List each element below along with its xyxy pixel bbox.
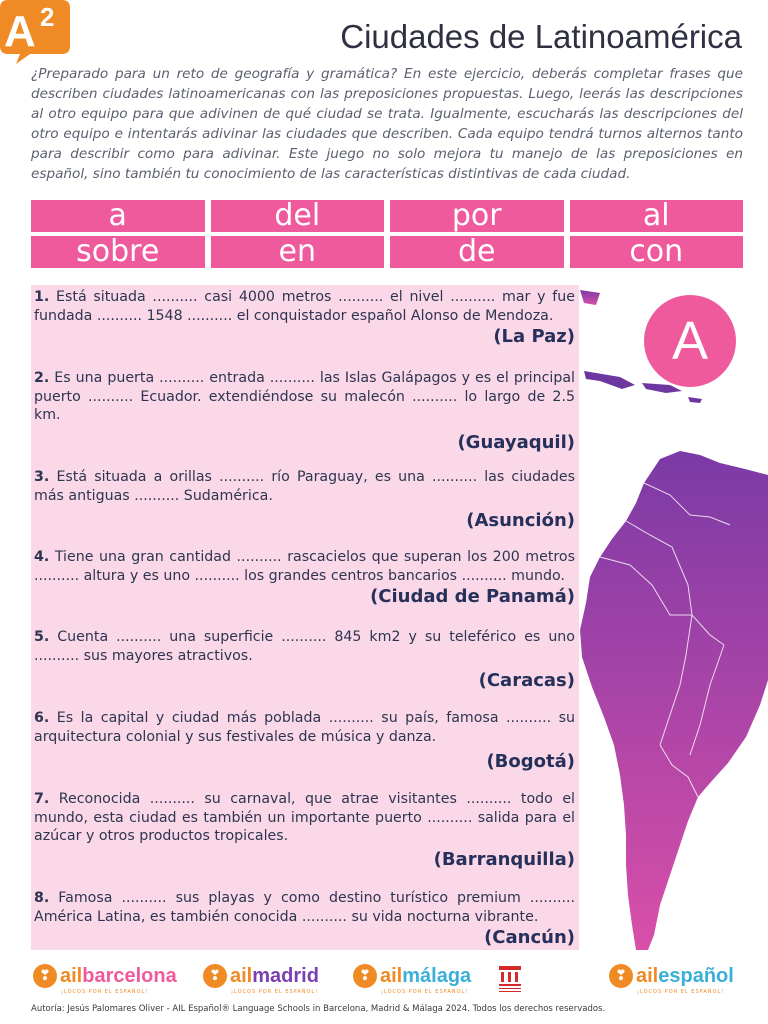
item-text: Famosa .......... sus playas y como destino turístico premium .......... América Latina, es también conocida .......... su vida nocturna vibrante. — [34, 890, 575, 925]
preposition-word: por — [390, 200, 564, 232]
logo-ail-malaga — [353, 964, 472, 995]
preposition-word: sobre — [31, 236, 205, 268]
logo-ail-madrid — [203, 964, 319, 995]
exercise-item — [34, 548, 575, 609]
logo-tagline: ¡LOCOS POR EL ESPAÑOL! — [231, 989, 319, 995]
level-badge — [0, 0, 70, 64]
item-number: 4. — [34, 549, 50, 565]
logo-tagline: ¡LOCOS POR EL ESPAÑOL! — [61, 989, 149, 995]
latin-america-map — [560, 285, 768, 950]
item-answer: (Ciudad de Panamá) — [370, 586, 575, 607]
logo-prefix: ail — [60, 964, 83, 987]
logo-mark-icon: ❣ — [353, 964, 377, 988]
preposition-word: a — [31, 200, 205, 232]
item-answer: (Cancún) — [484, 927, 575, 948]
item-text: Reconocida .......... su carnaval, que atrae visitantes .......... todo el mundo, esta ciudad es también un importante puerto .......... salida para el azúcar y otros productos tropicales. — [34, 791, 575, 844]
item-number: 1. — [34, 289, 50, 305]
logo-mark-icon: ❣ — [203, 964, 227, 988]
exercise-item — [34, 369, 575, 455]
item-answer: (Barranquilla) — [433, 848, 575, 870]
item-text: Tiene una gran cantidad .......... rascacielos que superan los 200 metros .......... altura y es uno .......... los grandes centros bancarios .......... mundo. — [34, 549, 575, 584]
exercise-item — [34, 628, 575, 693]
item-answer: (Bogotá) — [486, 751, 575, 772]
preposition-word: del — [211, 200, 385, 232]
team-badge: A — [644, 295, 736, 387]
item-text: Está situada a orillas .......... río Paraguay, es una .......... las ciudades más antiguas .......... Sudamérica. — [34, 469, 575, 504]
preposition-word: de — [390, 236, 564, 268]
badge-level: A — [4, 7, 36, 56]
item-number: 3. — [34, 469, 50, 485]
item-answer: (Asunción) — [466, 510, 575, 531]
logo-name: málaga — [402, 964, 472, 987]
item-number: 2. — [34, 370, 50, 386]
preposition-word: al — [570, 200, 744, 232]
logo-prefix: ail — [380, 964, 403, 987]
logo-ail-barcelona — [33, 964, 177, 995]
item-number: 6. — [34, 710, 50, 726]
intro-text: ¿Preparado para un reto de geografía y gramática? En este ejercicio, deberás completar frases que describen ciudades latinoamericanas con las preposiciones propuestas. Luego, leerás las descripciones al otro equipo para que adivinen de qué ciudad se trata. Igualmente, escucharás las descripciones del otro equipo e intentarás adivinar las ciudades que describen. Cada equipo tendrá turnos alternos tanto para describir como para adivinar. Este juego no solo mejora tu manejo de las preposiciones en español, sino también tu conocimiento de las características distintivas de cada ciudad. — [31, 66, 743, 182]
item-number: 8. — [34, 890, 50, 906]
item-answer: (Guayaquil) — [457, 431, 575, 453]
exercise-item — [34, 889, 575, 950]
exercise-item — [34, 288, 575, 349]
logo-prefix: ail — [230, 964, 253, 987]
exercise-panel — [31, 285, 579, 950]
item-answer: (La Paz) — [493, 326, 575, 347]
item-number: 7. — [34, 791, 50, 807]
logo-tagline: ¡LOCOS POR EL ESPAÑOL! — [637, 989, 725, 995]
preposition-word: con — [570, 236, 744, 268]
exercise-item — [34, 468, 575, 533]
item-text: Es la capital y ciudad más poblada .......... su país, famosa .......... su arquitectura colonial y sus festivales de música y danza. — [34, 710, 575, 745]
preposition-bank — [31, 200, 743, 268]
exercise-item — [34, 790, 575, 872]
logo-name: madrid — [252, 964, 319, 987]
logo-name: barcelona — [82, 964, 177, 987]
item-text: Es una puerta .......... entrada .......... las Islas Galápagos y es el principal puerto .......... Ecuador. extendiéndose su malecón .......... lo largo de 2.5 km. — [34, 370, 575, 423]
badge-exponent: 2 — [40, 2, 55, 32]
item-answer: (Caracas) — [478, 670, 575, 691]
logo-tagline: ¡LOCOS POR EL ESPAÑOL! — [381, 989, 469, 995]
logo-name: español — [658, 964, 734, 987]
item-text: Está situada .......... casi 4000 metros .......... el nivel .......... mar y fue fundada .......... 1548 .......... el conquistador español Alonso de Mendoza. — [34, 289, 576, 324]
page-title: Ciudades de Latinoamérica — [340, 18, 742, 55]
item-number: 5. — [34, 629, 50, 645]
instituto-cervantes-icon — [497, 964, 523, 994]
preposition-word: en — [211, 236, 385, 268]
logo-mark-icon: ❣ — [33, 964, 57, 988]
item-text: Cuenta .......... una superficie .......... 845 km2 y su teleférico es uno .......... sus mayores atractivos. — [34, 629, 575, 664]
logo-prefix: ail — [636, 964, 659, 987]
footer-logos — [0, 960, 768, 1000]
exercise-item — [34, 709, 575, 774]
logo-mark-icon: ❣ — [609, 964, 633, 988]
copyright-footer: Autoría: Jesús Palomares Oliver - AIL Español® Language Schools in Barcelona, Madrid & Málaga 2024. Todos los derechos reservados. — [31, 1004, 606, 1014]
logo-ail-espanol — [609, 964, 734, 995]
